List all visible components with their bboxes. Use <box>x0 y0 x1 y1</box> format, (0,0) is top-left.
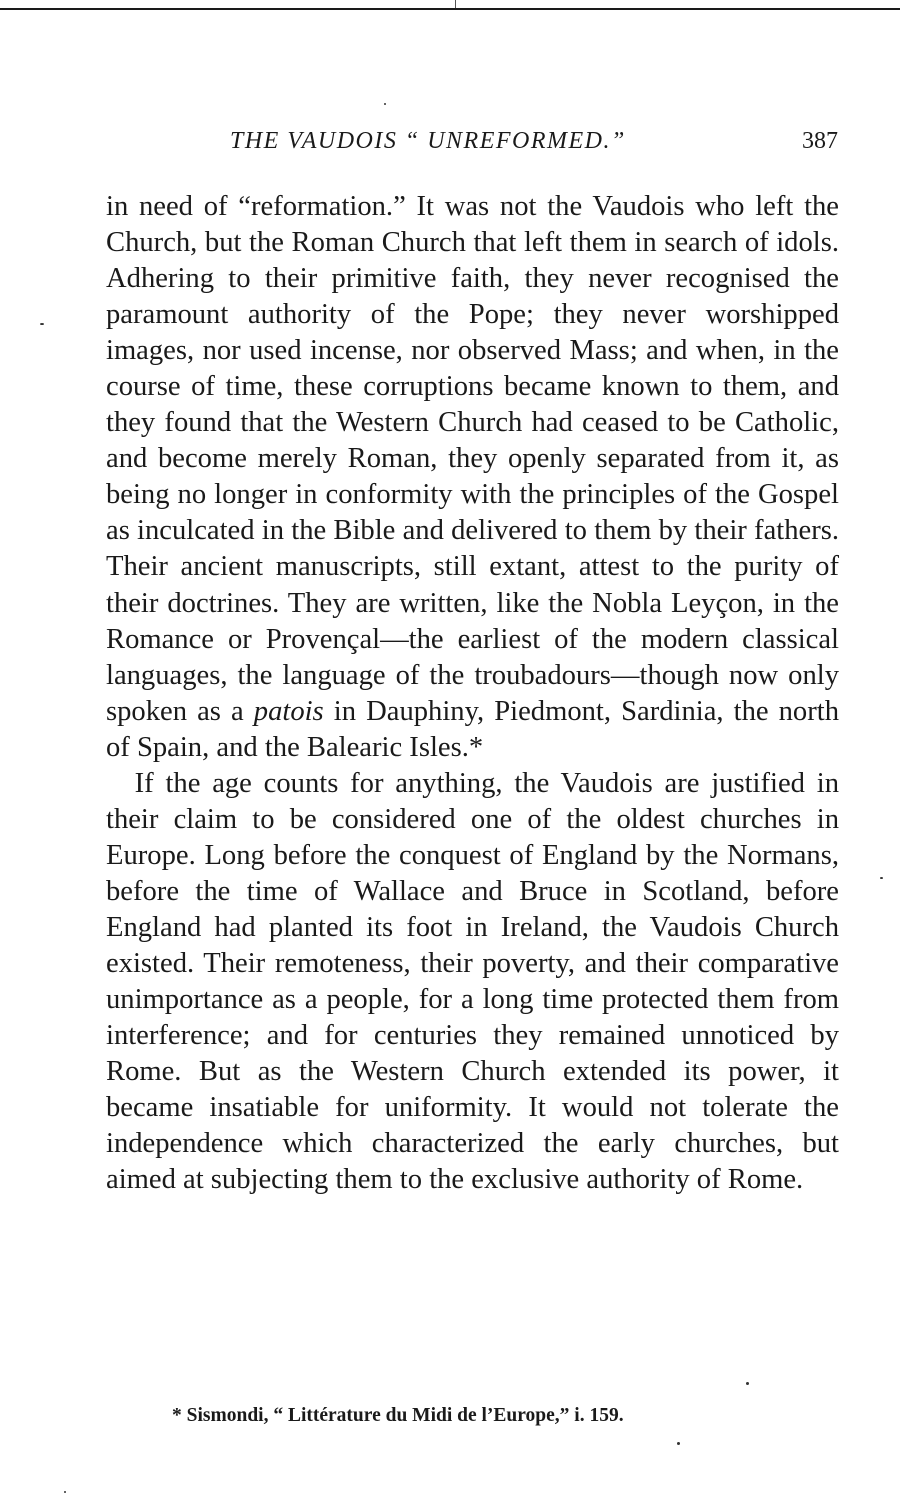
top-rule-tick <box>455 0 456 8</box>
print-speck <box>880 877 883 879</box>
page-header <box>106 128 840 162</box>
paragraph-2: If the age counts for anything, the Vaudois are justified in their claim to be considered one of the oldest churches in Europe. Long before the conquest of England by the Normans, before the time of Wallace and Bruce in Scotland, before England had planted its foot in Ireland, the Vaudois Church existed. Their remoteness, their poverty, and their comparative unimportance as a people, for a long time protected them from interference; and for centuries they remained unnoticed by Rome. But as the Western Church extended its power, it became insatiable for uniformity. It would not tolerate the independence which characterized the early churches, but aimed at subjecting them to the exclusive authority of Rome. <box>106 767 839 1196</box>
print-speck <box>384 103 386 105</box>
page-number: 387 <box>802 128 838 154</box>
print-speck <box>677 1442 680 1445</box>
body-text <box>106 189 839 1198</box>
paragraph-1 <box>106 189 839 766</box>
print-speck <box>40 323 44 325</box>
paragraph-1-tail: in Dauphiny, Piedmont, Sardinia, the north of Spain, and the Balearic Isles.* <box>106 695 839 763</box>
top-rule <box>0 8 900 10</box>
running-title: THE VAUDOIS “ UNREFORMED.” <box>230 128 626 154</box>
print-speck <box>746 1382 749 1385</box>
footnote: * Sismondi, “ Littérature du Midi de l’Europe,” i. 159. <box>172 1405 624 1426</box>
italic-term: patois <box>253 695 324 727</box>
print-speck <box>64 1491 66 1493</box>
paragraph-1-text: in need of “reformation.” It was not the Vaudois who left the Church, but the Roman Church that left them in search of idols. Adhering to their primitive faith, they never recognised the paramount authority of the Pope; they never worshipped images, nor used incense, nor observed Mass; and when, in the course of time, these corruptions became known to them, and they found that the Western Church had ceased to be Catholic, and become merely Roman, they openly separated from it, as being no longer in conformity with the principles of the Gospel as inculcated in the Bible and delivered to them by their fathers. Their ancient manuscripts, still extant, attest to the purity of their doctrines. They are written, like the Nobla Leyçon, in the Romance or Provençal—the earliest of the modern classical languages, the language of the troubadours—though now only spoken as a <box>106 191 839 727</box>
